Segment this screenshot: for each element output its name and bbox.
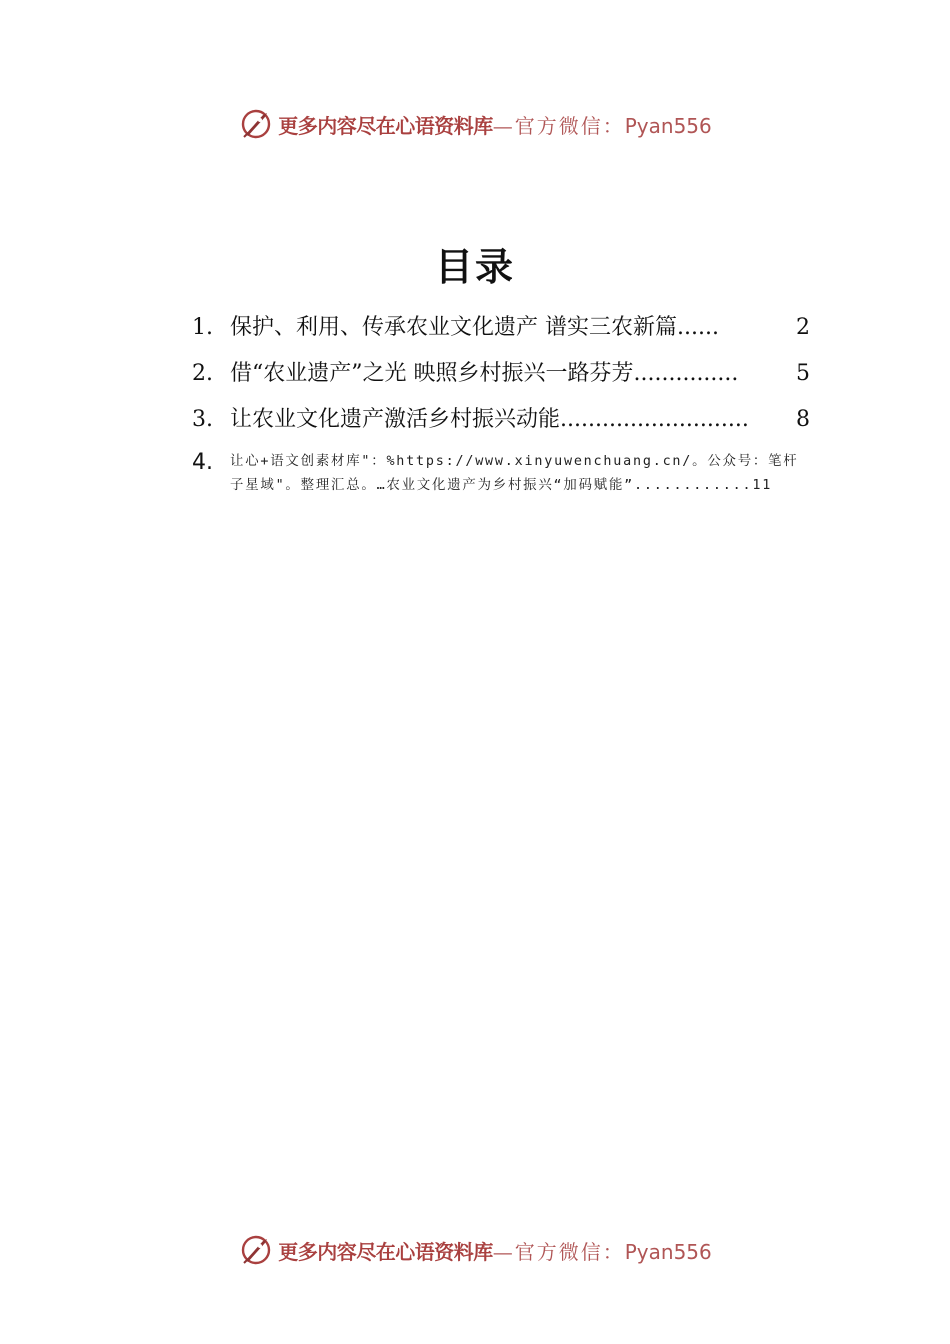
banner-sub-text: —官方微信： (492, 113, 625, 138)
toc-entry-label: 保护、利用、传承农业文化遗产 谱实三农新篇 (230, 315, 677, 340)
toc-entry-page: 5 (796, 361, 810, 386)
toc-leader-dots: ...... (677, 315, 719, 340)
toc-entry-number: 4. (192, 450, 213, 475)
toc-entry-number: 2. (192, 361, 213, 386)
quill-pen-icon (238, 1232, 274, 1268)
table-of-contents (192, 306, 810, 498)
toc-entry-3[interactable] (192, 398, 810, 444)
toc-entry-page: 8 (796, 407, 810, 432)
toc-entry-1[interactable] (192, 306, 810, 352)
toc-entry-2[interactable] (192, 352, 810, 398)
toc-entry-label: 让农业文化遗产激活乡村振兴动能 (230, 407, 561, 432)
toc-entry-page: 2 (796, 315, 810, 340)
footer-banner (0, 1232, 950, 1268)
toc-leader-dots: ............... (633, 361, 739, 386)
banner-main-text: 更多内容尽在心语资料库 (278, 1239, 493, 1264)
toc-entry-4[interactable] (192, 450, 810, 498)
toc-entry-number: 1. (192, 315, 213, 340)
banner-wechat-id: Pyan556 (624, 1239, 712, 1264)
banner-wechat-id: Pyan556 (624, 113, 712, 138)
toc-entry-number: 3. (192, 407, 213, 432)
toc-leader-dots: ........................... (560, 407, 749, 432)
page-title: 目录 (434, 244, 515, 289)
toc-entry-text: 让心+语文创素材库"：%https://www.xinyuwenchuang.cn/。公众号：笔杆子星域"。整理汇总。…农业文化遗产为乡村振兴“加码赋能”............11 (230, 454, 799, 493)
banner-main-text: 更多内容尽在心语资料库 (278, 113, 493, 138)
banner-sub-text: —官方微信： (492, 1239, 625, 1264)
header-banner (0, 106, 950, 142)
quill-pen-icon (238, 106, 274, 142)
toc-entry-label: 借“农业遗产”之光 映照乡村振兴一路芬芳 (230, 361, 634, 386)
